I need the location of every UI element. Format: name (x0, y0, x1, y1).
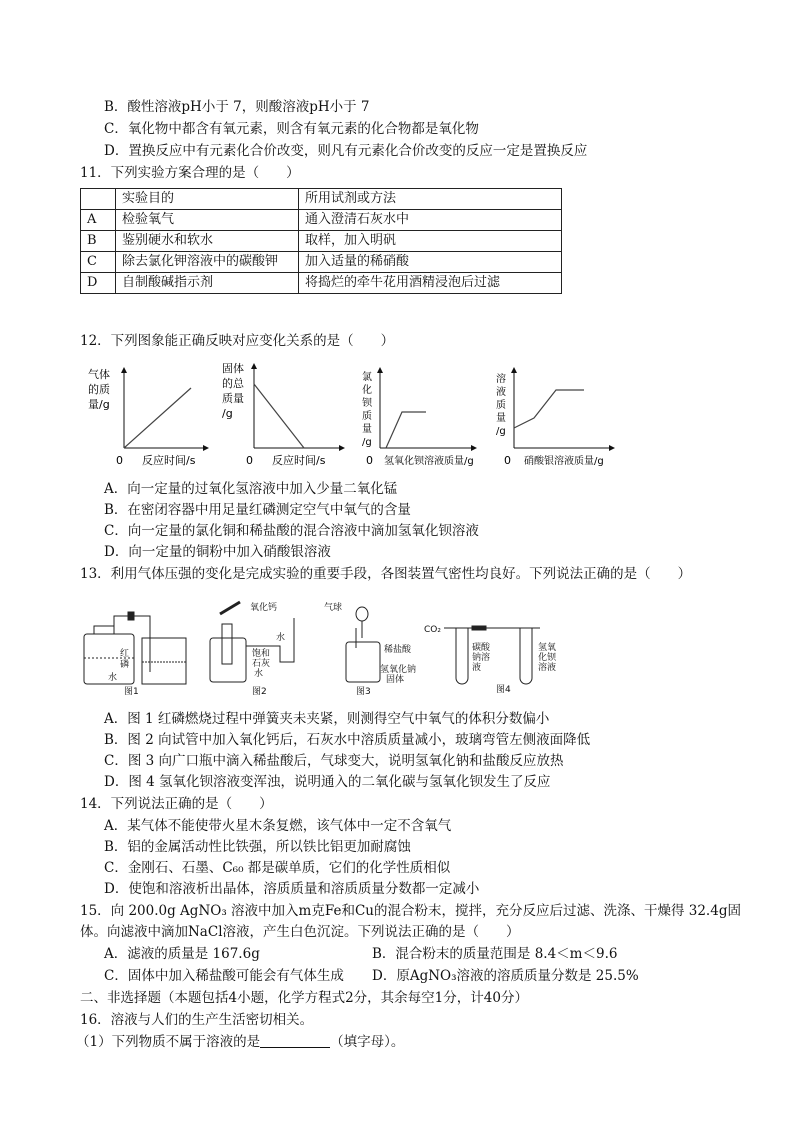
q16-stem: 16．溶液与人们的生产生活密切相关。 (80, 1012, 314, 1028)
fig3-label-2: 稀盐酸 (384, 645, 412, 655)
figure-4 (424, 625, 557, 695)
q15-option-d: D．原AgNO₃溶液的溶质质量分数是 25.5% (372, 968, 639, 984)
figure-2 (210, 601, 294, 697)
q12-option-c: C．向一定量的氯化铜和稀盐酸的混合溶液中滴加氢氧化钡溶液 (104, 523, 479, 539)
q15-option-b: B．混合粉末的质量范围是 8.4＜m＜9.6 (372, 946, 618, 962)
test-tube (222, 624, 232, 664)
q15-stem-line-1: 15．向 200.0g AgNO₃ 溶液中加入m克Fe和Cu的混合粉末，搅拌，充分反应后过滤、洗涤、干燥得 32.4g固 (80, 903, 741, 919)
q16-sub-1-hint: （填字母）。 (330, 1034, 405, 1050)
table-cell: 取样，加入明矾 (299, 231, 562, 252)
graph-2-ylabel-1: 固体 (222, 362, 244, 375)
graph-4-xlabel: 硝酸银溶液质量/g (524, 456, 604, 467)
graph-1-ylabel-2: 的质 (88, 383, 110, 396)
table-cell: D (81, 273, 116, 294)
test-tube-1 (456, 628, 468, 684)
fig4-label-7: 溶液 (538, 663, 557, 673)
fig2-label-2: 饱和 (252, 649, 271, 659)
fig1-label-1: 红 (120, 649, 130, 659)
q11-stem: 11．下列实验方案合理的是（ ） (80, 165, 300, 181)
table-cell: 将捣烂的牵牛花用酒精浸泡后过滤 (299, 273, 562, 294)
q10-option-c: C．氧化物中都含有氧元素，则含有氧元素的化合物都是氧化物 (104, 121, 479, 137)
flask (210, 638, 246, 682)
figure-3 (324, 601, 416, 697)
graph-2-xlabel: 反应时间/s (272, 454, 326, 467)
fig1-label-3: 水 (108, 673, 118, 683)
q14-stem: 14．下列说法正确的是（ ） (80, 796, 273, 812)
table-row (81, 273, 562, 294)
graph-3-origin: 0 (366, 454, 373, 467)
q14-option-a: A．某气体不能使带火星木条复燃，该气体中一定不含氧气 (104, 818, 452, 834)
graph-1-origin: 0 (116, 454, 123, 467)
graph-3-ylabel-2: 化 (362, 385, 372, 396)
graph-2-ylabel-2: 的总 (222, 377, 244, 390)
table-cell: 自制酸碱指示剂 (116, 273, 299, 294)
q15-option-a: A．滤液的质量是 167.6g (104, 946, 260, 962)
graph-4-ylabel-3: 质 (496, 400, 506, 411)
answer-blank[interactable] (260, 1033, 330, 1048)
graph-3-ylabel-1: 氯 (362, 372, 372, 383)
graph-3-ylabel-4: 质 (362, 411, 372, 422)
table-header-row (81, 189, 562, 210)
q12-option-a: A．向一定量的过氧化氢溶液中加入少量二氧化锰 (104, 481, 398, 497)
graph-2-origin: 0 (246, 454, 253, 467)
fig4-label-3: 钠溶 (472, 653, 491, 663)
q13-stem: 13．利用气体压强的变化是完成实验的重要手段，各图装置气密性均良好。下列说法正确的是（ ） (80, 566, 692, 582)
graph-3-ylabel-3: 钡 (362, 398, 372, 409)
q14-option-b: B．铝的金属活动性比铁强，所以铁比铝更加耐腐蚀 (104, 839, 411, 855)
table-cell: 所用试剂或方法 (299, 189, 562, 210)
beaker (142, 638, 186, 684)
connector (472, 626, 486, 630)
section-2-heading: 二、非选择题（本题包括4小题，化学方程式2分，其余每空1分，计40分） (80, 990, 528, 1006)
fig2-label-4: 水 (254, 669, 264, 679)
q13-option-c: C．图 3 向广口瓶中滴入稀盐酸后，气球变大，说明氢氧化钠和盐酸反应放热 (104, 753, 564, 769)
spatula (220, 602, 240, 614)
graph-3-ylabel-6: /g (362, 437, 372, 448)
fig1-caption: 图1 (124, 687, 139, 697)
graph-2-ylabel-3: 质量 (222, 392, 244, 405)
graph-4-ylabel-5: /g (496, 426, 506, 437)
graph-4-ylabel-2: 液 (496, 387, 506, 398)
clamp (128, 612, 134, 620)
graph-4-ylabel-1: 溶 (496, 374, 506, 385)
graph-1-curve (124, 388, 191, 448)
fig2-label-3: 石灰 (252, 659, 271, 669)
graph-4 (496, 368, 614, 467)
graph-2-ylabel-4: /g (222, 407, 233, 420)
graph-2-curve (254, 384, 304, 448)
q14-option-c: C．金刚石、石墨、C₆₀ 都是碳单质，它们的化学性质相似 (104, 860, 451, 876)
graph-1-ylabel-1: 气体 (88, 368, 110, 381)
graph-2 (222, 361, 344, 467)
q11-table (80, 188, 562, 294)
fig3-label-3: 氢氧化钠 (380, 665, 417, 675)
table-cell: 通入澄清石灰水中 (299, 210, 562, 231)
q10-option-b: B．酸性溶液pH小于 7，则酸溶液pH小于 7 (104, 99, 370, 115)
graph-3 (362, 368, 476, 467)
table-cell: B (81, 231, 116, 252)
q15-stem-line-2: 体。向滤液中滴加NaCl溶液，产生白色沉淀。下列说法正确的是（ ） (80, 924, 520, 940)
table-cell: 鉴别硬水和软水 (116, 231, 299, 252)
fig2-label-1: 氧化钙 (250, 603, 278, 613)
graph-3-curve (386, 412, 426, 448)
fig3-caption: 图3 (356, 687, 371, 697)
graph-3-ylabel-5: 量 (362, 424, 372, 435)
fig2-caption: 图2 (252, 687, 267, 697)
fig4-label-5: 氢氧 (538, 643, 557, 653)
fig1-label-2: 磷 (120, 660, 130, 670)
q15-option-c: C．固体中加入稀盐酸可能会有气体生成 (104, 968, 344, 984)
q12-option-d: D．向一定量的铜粉中加入硝酸银溶液 (104, 544, 331, 560)
graph-4-curve (514, 390, 584, 428)
fig4-label-6: 化钡 (538, 653, 557, 663)
table-cell: 实验目的 (116, 189, 299, 210)
table-cell: C (81, 252, 116, 273)
fig4-label-1: CO₂ (424, 625, 441, 635)
table-row (81, 210, 562, 231)
graph-1-ylabel-3: 量/g (88, 398, 110, 411)
q12-stem: 12．下列图象能正确反映对应变化关系的是（ ） (80, 333, 395, 349)
balloon (356, 607, 368, 621)
table-row (81, 231, 562, 252)
q12-option-b: B．在密闭容器中用足量红磷测定空气中氧气的含量 (104, 502, 411, 518)
table-row (81, 252, 562, 273)
test-tube-2 (520, 628, 532, 684)
q16-sub-1 (76, 1033, 404, 1051)
fig4-caption: 图4 (496, 685, 511, 695)
figure-1 (84, 612, 186, 697)
graph-3-xlabel: 氢氧化钡溶液质量/g (384, 456, 474, 467)
graph-4-ylabel-4: 量 (496, 413, 506, 424)
graph-1 (88, 367, 208, 467)
fig2-label-5: 水 (276, 633, 286, 643)
graph-4-origin: 0 (504, 454, 511, 467)
q13-option-a: A．图 1 红磷燃烧过程中弹簧夹未夹紧，则测得空气中氧气的体积分数偏小 (104, 711, 550, 727)
q13-option-d: D．图 4 氢氧化钡溶液变浑浊，说明通入的二氧化碳与氢氧化钡发生了反应 (104, 774, 551, 790)
table-cell: 除去氯化钾溶液中的碳酸钾 (116, 252, 299, 273)
table-cell: 加入适量的稀硝酸 (299, 252, 562, 273)
fig4-label-2: 碳酸 (472, 643, 491, 653)
q13-option-b: B．图 2 向试管中加入氧化钙后，石灰水中溶质质量减小，玻璃弯管左侧液面降低 (104, 732, 591, 748)
fig4-label-4: 液 (472, 663, 482, 673)
fig3-label-1: 气球 (324, 603, 343, 613)
graph-1-xlabel: 反应时间/s (142, 454, 196, 467)
table-cell: 检验氧气 (116, 210, 299, 231)
table-cell (81, 189, 116, 210)
stopper (94, 626, 114, 634)
wide-mouth-bottle (346, 642, 380, 682)
q14-option-d: D．使饱和溶液析出晶体，溶质质量和溶质质量分数都一定减小 (104, 881, 480, 897)
fig3-label-4: 固体 (386, 675, 405, 685)
q16-sub-1-text: （1）下列物质不属于溶液的是 (76, 1034, 261, 1050)
q12-graphs (86, 360, 626, 472)
table-cell: A (81, 210, 116, 231)
q13-apparatus (80, 598, 580, 698)
q10-option-d: D．置换反应中有元素化合价改变，则凡有元素化合价改变的反应一定是置换反应 (104, 143, 588, 159)
